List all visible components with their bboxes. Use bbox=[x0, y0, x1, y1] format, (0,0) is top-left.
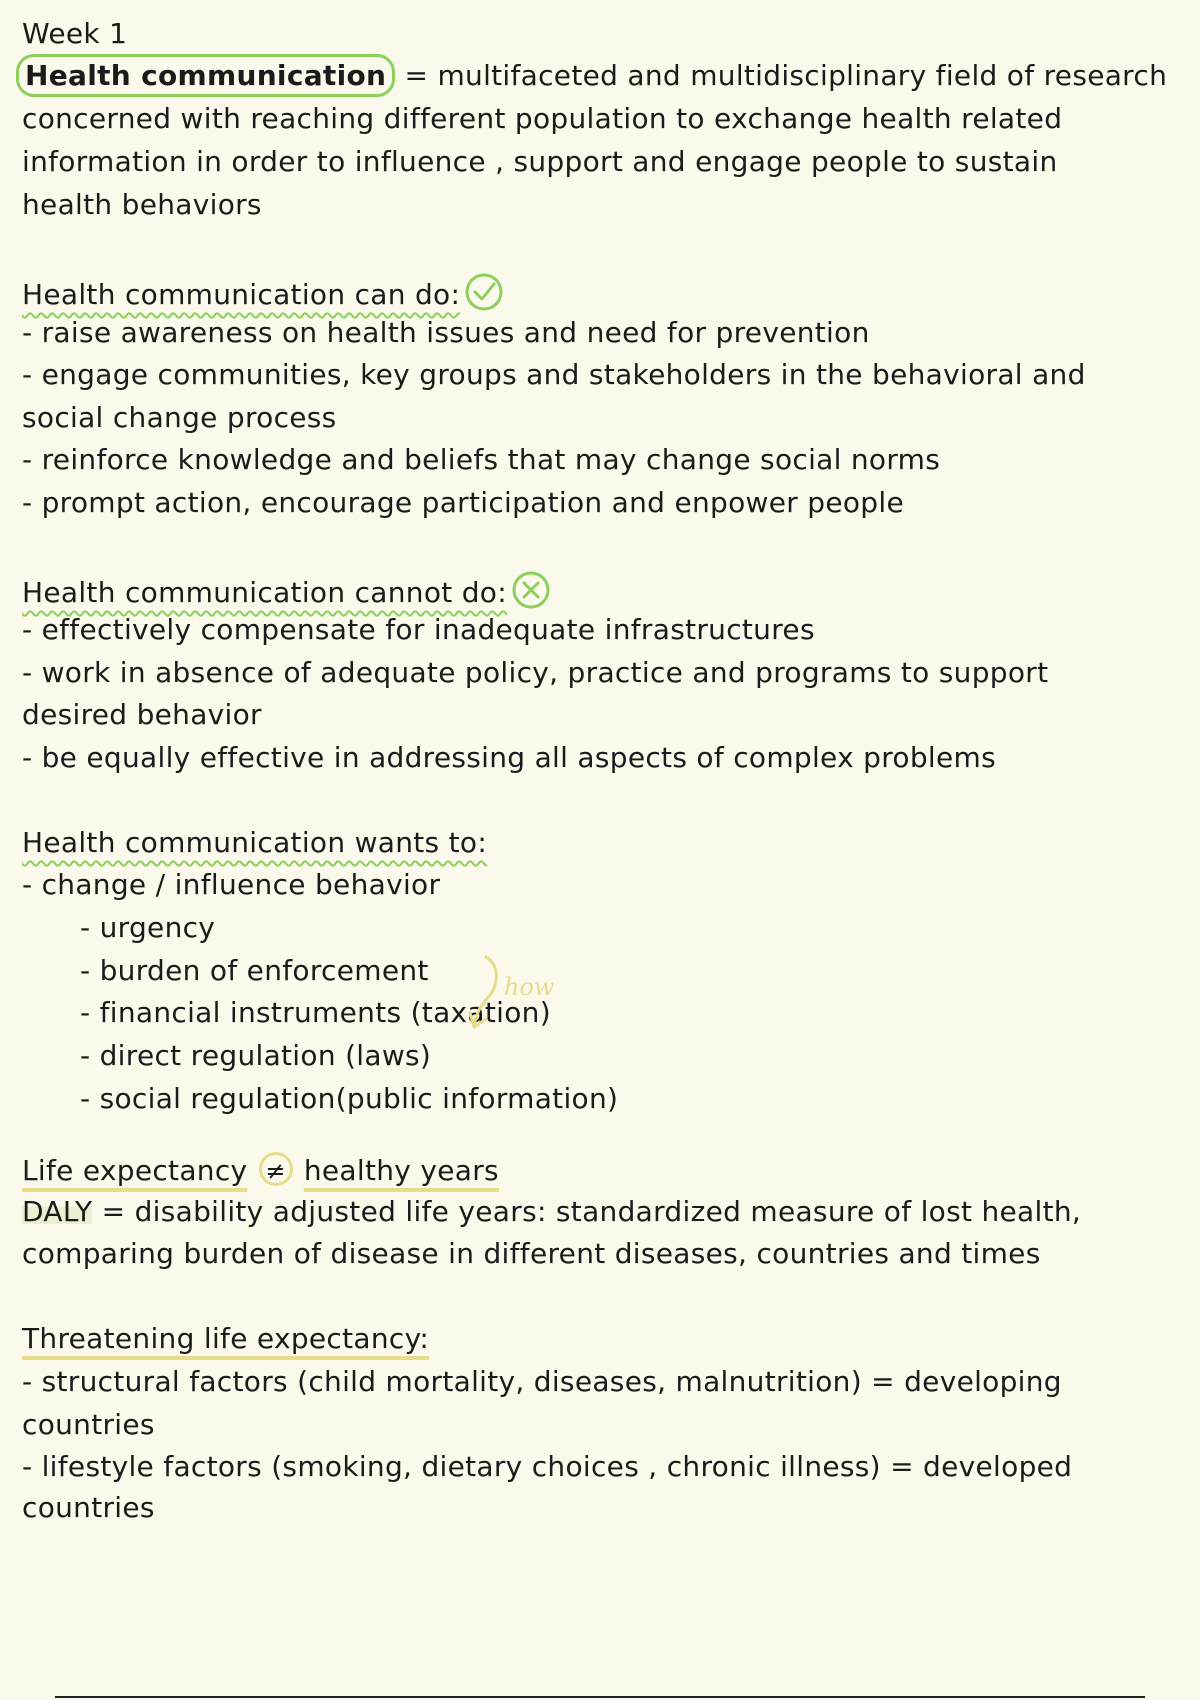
threatening-item: - lifestyle factors (smoking, dietary choices , chronic illness) = developed bbox=[22, 1450, 1073, 1483]
can-do-item: - prompt action, encourage participation and enpower people bbox=[22, 486, 904, 519]
cannot-do-item: - be equally effective in addressing all aspects of complex problems bbox=[22, 741, 996, 774]
cannot-do-item: - work in absence of adequate policy, practice and programs to support bbox=[22, 656, 1049, 689]
threatening-item: - structural factors (child mortality, diseases, malnutrition) = developing bbox=[22, 1365, 1062, 1398]
cannot-do-item: desired behavior bbox=[22, 698, 262, 731]
definition-line-4: health behaviors bbox=[22, 188, 262, 221]
check-circle-icon bbox=[464, 272, 504, 312]
bottom-divider bbox=[55, 1696, 1145, 1698]
wants-to-sub-item: - financial instruments (taxation) bbox=[80, 996, 551, 1029]
threatening-item: countries bbox=[22, 1408, 155, 1441]
daly-line-2: comparing burden of disease in different diseases, countries and times bbox=[22, 1237, 1041, 1270]
cannot-do-heading: Health communication cannot do: bbox=[22, 576, 507, 609]
threatening-heading-row bbox=[22, 1322, 430, 1355]
wants-to-sub-item: - direct regulation (laws) bbox=[80, 1039, 432, 1072]
can-do-heading: Health communication can do: bbox=[22, 278, 461, 311]
can-do-item: - engage communities, key groups and stakeholders in the behavioral and bbox=[22, 358, 1086, 391]
threatening-item: countries bbox=[22, 1491, 155, 1524]
life-expectancy-left: Life expectancy bbox=[22, 1154, 248, 1187]
threatening-heading: Threatening life expectancy: bbox=[22, 1322, 430, 1355]
daly-line-1 bbox=[22, 1195, 1082, 1228]
definition-line-2: concerned with reaching different population to exchange health related bbox=[22, 102, 1063, 135]
daly-term: DALY bbox=[22, 1195, 93, 1228]
x-circle-icon bbox=[511, 570, 551, 610]
cannot-do-heading-row bbox=[22, 574, 551, 614]
how-annotation bbox=[468, 955, 588, 1035]
definition-rest: = multifaceted and multidisciplinary field of research bbox=[395, 59, 1168, 92]
week-label: Week 1 bbox=[22, 17, 128, 50]
wants-to-sub-item: - social regulation(public information) bbox=[80, 1082, 619, 1115]
wants-to-heading-row bbox=[22, 826, 488, 859]
definition-line-1 bbox=[22, 59, 1168, 92]
definition-line-3: information in order to influence , support and engage people to sustain bbox=[22, 145, 1058, 178]
can-do-item: - raise awareness on health issues and need for prevention bbox=[22, 316, 870, 349]
cannot-do-item: - effectively compensate for inadequate infrastructures bbox=[22, 613, 815, 646]
can-do-item: - reinforce knowledge and beliefs that may change social norms bbox=[22, 443, 941, 476]
life-expectancy-row bbox=[22, 1155, 499, 1189]
definition-term: Health communication bbox=[16, 54, 395, 97]
can-do-item: social change process bbox=[22, 401, 337, 434]
can-do-heading-row bbox=[22, 276, 504, 316]
how-note: how bbox=[504, 973, 555, 1001]
daly-definition: = disability adjusted life years: standardized measure of lost health, bbox=[92, 1195, 1082, 1228]
life-expectancy-right: healthy years bbox=[303, 1154, 499, 1187]
wants-to-sub-item: - burden of enforcement bbox=[80, 954, 429, 987]
wants-to-sub-item: - urgency bbox=[80, 911, 216, 944]
wants-to-heading: Health communication wants to: bbox=[22, 826, 488, 859]
wants-to-main: - change / influence behavior bbox=[22, 868, 441, 901]
not-equal-symbol: ≠ bbox=[259, 1152, 293, 1186]
